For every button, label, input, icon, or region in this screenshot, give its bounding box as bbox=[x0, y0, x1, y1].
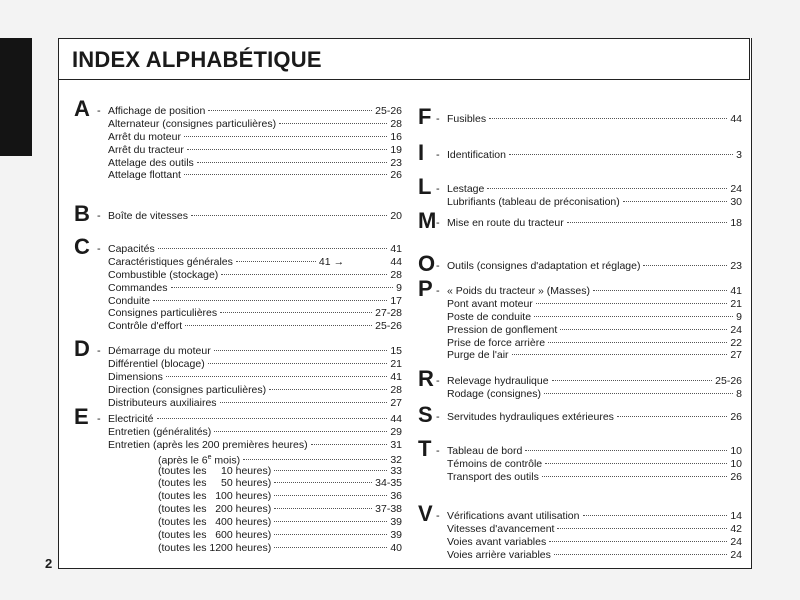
entry-page-number: 26 bbox=[390, 169, 402, 182]
entry-page-number: 26 bbox=[730, 411, 742, 423]
entry-page-number: 14 bbox=[730, 510, 742, 522]
entry-page-number: 17 bbox=[390, 294, 402, 307]
entry-label: Vitesses d'avancement bbox=[447, 522, 555, 535]
entry-page-number: 29 bbox=[390, 425, 402, 438]
index-letter: S bbox=[418, 402, 433, 427]
entry-page-number: 3 bbox=[736, 149, 742, 161]
index-letter: V bbox=[418, 501, 433, 526]
entry-page-number: 21 bbox=[390, 357, 402, 370]
dot-leader bbox=[509, 154, 733, 155]
index-entry bbox=[108, 439, 402, 452]
dot-leader bbox=[158, 248, 388, 249]
index-entry bbox=[108, 210, 402, 223]
index-entry bbox=[108, 384, 402, 397]
entry-label: Commandes bbox=[108, 281, 168, 294]
dot-leader bbox=[545, 463, 727, 464]
index-entry bbox=[108, 144, 402, 157]
index-entry bbox=[108, 413, 402, 426]
entry-label: Rodage (consignes) bbox=[447, 387, 541, 400]
dot-leader bbox=[185, 325, 372, 326]
dot-leader bbox=[567, 222, 728, 223]
dot-leader bbox=[214, 431, 387, 432]
dot-leader bbox=[220, 312, 372, 313]
dot-leader bbox=[512, 354, 728, 355]
letter-dash: - bbox=[97, 345, 101, 357]
dot-leader bbox=[184, 136, 387, 137]
entry-label: Prise de force arrière bbox=[447, 336, 546, 349]
index-entry bbox=[108, 516, 402, 529]
dot-leader bbox=[274, 495, 387, 496]
index-entry bbox=[108, 295, 402, 308]
dot-leader bbox=[552, 380, 713, 381]
entry-label: Attelage flottant bbox=[108, 169, 181, 182]
dot-leader bbox=[208, 363, 388, 364]
entry-page-number: 40 bbox=[390, 541, 402, 554]
index-entry bbox=[108, 490, 402, 503]
dot-leader bbox=[274, 508, 372, 509]
index-entry-list bbox=[447, 510, 742, 562]
index-entry bbox=[108, 131, 402, 144]
index-letter: A bbox=[74, 96, 90, 121]
index-entry-list bbox=[447, 149, 742, 162]
dot-leader bbox=[643, 265, 727, 266]
dot-leader bbox=[554, 554, 727, 555]
index-entry bbox=[447, 411, 742, 424]
letter-dash: - bbox=[436, 375, 440, 387]
entry-label: Pression de gonflement bbox=[447, 323, 558, 336]
entry-label: Distributeurs auxiliaires bbox=[108, 396, 217, 409]
index-letter: E bbox=[74, 404, 89, 429]
dot-leader bbox=[311, 444, 388, 445]
dot-leader bbox=[549, 541, 727, 542]
index-entry-list bbox=[108, 210, 402, 223]
dot-leader bbox=[593, 290, 727, 291]
index-entry bbox=[447, 113, 742, 126]
entry-label: (toutes les 600 heures) bbox=[158, 529, 272, 542]
entry-label: Pont avant moteur bbox=[447, 297, 533, 310]
entry-label: Outils (consignes d'adaptation et réglage) bbox=[447, 260, 641, 272]
entry-page-number: 10 bbox=[730, 457, 742, 470]
entry-label: Arrêt du tracteur bbox=[108, 143, 184, 156]
entry-label: (toutes les 100 heures) bbox=[158, 490, 272, 503]
entry-page-number: 44 bbox=[390, 255, 402, 268]
entry-page-number: 27 bbox=[730, 349, 742, 362]
letter-dash: - bbox=[436, 510, 440, 522]
entry-page-number: 23 bbox=[730, 260, 742, 272]
index-entry bbox=[108, 307, 402, 320]
entry-page-number: 10 bbox=[730, 445, 742, 457]
index-entry-list bbox=[447, 411, 742, 424]
index-letter: I bbox=[418, 140, 425, 165]
index-entry bbox=[108, 269, 402, 282]
dot-leader bbox=[274, 534, 387, 535]
entry-label: Voies avant variables bbox=[447, 535, 547, 548]
index-entry bbox=[447, 349, 742, 362]
letter-dash: - bbox=[436, 149, 440, 161]
entry-page-number: 22 bbox=[730, 336, 742, 349]
index-entry bbox=[447, 337, 742, 350]
index-entry bbox=[108, 397, 402, 410]
dot-leader bbox=[187, 149, 387, 150]
index-letter: F bbox=[418, 104, 432, 129]
entry-label: Arrêt du moteur bbox=[108, 130, 181, 143]
entry-label: « Poids du tracteur » (Masses) bbox=[447, 285, 590, 297]
entry-label: (toutes les 400 heures) bbox=[158, 516, 272, 529]
index-entry bbox=[447, 471, 742, 484]
entry-page-number: 20 bbox=[390, 210, 402, 222]
entry-label: Lubrifiants (tableau de préconisation) bbox=[447, 195, 620, 208]
dot-leader bbox=[153, 300, 387, 301]
index-entry bbox=[447, 311, 742, 324]
dot-leader bbox=[536, 303, 728, 304]
index-entry-list bbox=[447, 183, 742, 209]
letter-dash: - bbox=[97, 413, 101, 425]
letter-dash: - bbox=[436, 285, 440, 297]
dot-leader bbox=[557, 528, 727, 529]
dot-leader bbox=[623, 201, 728, 202]
dot-leader bbox=[166, 376, 387, 377]
index-entry bbox=[108, 503, 402, 516]
dot-leader bbox=[236, 261, 316, 262]
dot-leader bbox=[542, 476, 727, 477]
index-entry-list bbox=[447, 285, 742, 362]
dot-leader bbox=[220, 402, 388, 403]
entry-label: Boîte de vitesses bbox=[108, 210, 188, 222]
arrow-icon: → bbox=[333, 255, 345, 268]
entry-page-number: 21 bbox=[730, 297, 742, 310]
entry-label: Transport des outils bbox=[447, 470, 539, 483]
index-entry bbox=[108, 256, 402, 269]
index-entry bbox=[108, 465, 402, 478]
entry-label: Servitudes hydrauliques extérieures bbox=[447, 411, 614, 423]
letter-dash: - bbox=[436, 260, 440, 272]
entry-label: Démarrage du moteur bbox=[108, 345, 211, 357]
index-letter: T bbox=[418, 436, 432, 461]
index-letter: P bbox=[418, 276, 433, 301]
index-letter: M bbox=[418, 208, 437, 233]
index-entry bbox=[447, 549, 742, 562]
entry-label: Conduite bbox=[108, 294, 151, 307]
entry-page-from: 41 bbox=[318, 255, 331, 268]
letter-dash: - bbox=[97, 210, 101, 222]
entry-label: Purge de l'air bbox=[447, 349, 509, 362]
letter-dash: - bbox=[97, 105, 101, 117]
dot-leader bbox=[274, 482, 372, 483]
dot-leader bbox=[534, 316, 733, 317]
index-entry bbox=[447, 285, 742, 298]
index-entry bbox=[447, 149, 742, 162]
letter-dash: - bbox=[436, 445, 440, 457]
entry-page-number: 36 bbox=[390, 490, 402, 503]
entry-page-number: 39 bbox=[390, 516, 402, 529]
index-entry bbox=[108, 345, 402, 358]
index-letter: L bbox=[418, 174, 432, 199]
dot-leader bbox=[583, 515, 728, 516]
entry-label: Electricité bbox=[108, 413, 154, 425]
entry-page-number: 39 bbox=[390, 529, 402, 542]
entry-page-number: 24 bbox=[730, 548, 742, 561]
dot-leader bbox=[274, 521, 387, 522]
entry-label: Tableau de bord bbox=[447, 445, 523, 457]
index-entry-list bbox=[447, 445, 742, 484]
entry-page-number: 23 bbox=[390, 156, 402, 169]
index-entry bbox=[108, 542, 402, 555]
entry-label: Dimensions bbox=[108, 370, 163, 383]
index-entry bbox=[108, 371, 402, 384]
entry-page-number: 34-35 bbox=[375, 477, 402, 490]
dot-leader bbox=[184, 174, 387, 175]
entry-label: Attelage des outils bbox=[108, 156, 194, 169]
index-entry bbox=[447, 298, 742, 311]
index-entry bbox=[108, 477, 402, 490]
entry-page-number: 42 bbox=[730, 522, 742, 535]
entry-page-number: 9 bbox=[396, 281, 402, 294]
title-box bbox=[58, 38, 750, 80]
entry-page-number: 28 bbox=[390, 383, 402, 396]
index-entry bbox=[108, 118, 402, 131]
dot-leader bbox=[243, 459, 387, 460]
dot-leader bbox=[544, 393, 733, 394]
entry-page-number: 9 bbox=[736, 310, 742, 323]
index-entry bbox=[447, 196, 742, 209]
entry-page-number: 16 bbox=[390, 130, 402, 143]
index-letter: O bbox=[418, 251, 436, 276]
dot-leader bbox=[489, 118, 727, 119]
letter-dash: - bbox=[436, 183, 440, 195]
index-entry bbox=[447, 324, 742, 337]
dot-leader bbox=[221, 274, 387, 275]
index-letter: R bbox=[418, 366, 434, 391]
index-entry bbox=[447, 536, 742, 549]
entry-label: (toutes les 50 heures) bbox=[158, 477, 272, 490]
page-number: 2 bbox=[45, 556, 53, 571]
index-entry-list bbox=[108, 105, 402, 182]
entry-label: Fusibles bbox=[447, 113, 487, 125]
entry-label: Relevage hydraulique bbox=[447, 375, 549, 387]
letter-dash: - bbox=[436, 113, 440, 125]
index-entry bbox=[447, 523, 742, 536]
dot-leader bbox=[274, 547, 387, 548]
entry-page-number: 27-28 bbox=[375, 307, 402, 320]
entry-page-number: 28 bbox=[390, 268, 402, 281]
dot-leader bbox=[214, 350, 388, 351]
index-letter: B bbox=[74, 201, 90, 226]
dot-leader bbox=[191, 215, 387, 216]
entry-page-number: 27 bbox=[390, 396, 402, 409]
dot-leader bbox=[279, 123, 387, 124]
page-title: INDEX ALPHABÉTIQUE bbox=[72, 47, 322, 72]
entry-label: (toutes les 10 heures) bbox=[158, 464, 272, 477]
entry-page-number: 37-38 bbox=[375, 503, 402, 516]
entry-page-number: 30 bbox=[730, 195, 742, 208]
entry-page-number: 32 bbox=[390, 454, 402, 467]
entry-label: (après le 6e mois) bbox=[158, 453, 241, 467]
dot-leader bbox=[617, 416, 727, 417]
dot-leader bbox=[548, 342, 727, 343]
index-entry-list bbox=[447, 217, 742, 230]
entry-label: Contrôle d'effort bbox=[108, 320, 183, 333]
entry-page-number: 41 bbox=[390, 370, 402, 383]
entry-page-number: 18 bbox=[730, 217, 742, 229]
index-entry-list bbox=[447, 375, 742, 401]
index-entry-list bbox=[447, 113, 742, 126]
index-entry bbox=[447, 375, 742, 388]
index-entry-list bbox=[447, 260, 742, 273]
index-entry-list bbox=[108, 345, 402, 409]
entry-page-number: 19 bbox=[390, 143, 402, 156]
index-entry bbox=[447, 217, 742, 230]
index-entry bbox=[447, 458, 742, 471]
dot-leader bbox=[269, 389, 387, 390]
page-edge-tab bbox=[0, 38, 32, 156]
entry-label: Mise en route du tracteur bbox=[447, 217, 564, 229]
dot-leader bbox=[274, 470, 387, 471]
index-entry bbox=[108, 529, 402, 542]
entry-label: Alternateur (consignes particulières) bbox=[108, 117, 277, 130]
dot-leader bbox=[560, 329, 727, 330]
entry-page-number: 26 bbox=[730, 470, 742, 483]
index-entry bbox=[108, 452, 402, 465]
index-entry bbox=[108, 426, 402, 439]
entry-label: Capacités bbox=[108, 243, 155, 255]
index-entry-list bbox=[108, 243, 402, 333]
index-entry bbox=[108, 169, 402, 182]
index-entry bbox=[447, 510, 742, 523]
entry-page-number: 24 bbox=[730, 323, 742, 336]
index-entry bbox=[108, 105, 402, 118]
index-entry bbox=[447, 183, 742, 196]
entry-page-number: 25-26 bbox=[375, 320, 402, 333]
entry-page-number: 24 bbox=[730, 183, 742, 195]
index-entry bbox=[447, 445, 742, 458]
entry-label: Direction (consignes particulières) bbox=[108, 383, 267, 396]
letter-dash: - bbox=[436, 217, 440, 229]
letter-dash: - bbox=[97, 243, 101, 255]
entry-page-number: 41 bbox=[730, 285, 742, 297]
dot-leader bbox=[525, 450, 727, 451]
entry-label: Entretien (après les 200 premières heures) bbox=[108, 438, 308, 451]
entry-page-number: 25-26 bbox=[715, 375, 742, 387]
entry-label: Poste de conduite bbox=[447, 310, 532, 323]
index-entry-list bbox=[108, 413, 402, 555]
letter-dash: - bbox=[436, 411, 440, 423]
dot-leader bbox=[171, 287, 394, 288]
entry-page-number: 31 bbox=[390, 438, 402, 451]
entry-page-number: 15 bbox=[390, 345, 402, 357]
entry-page-number: 28 bbox=[390, 117, 402, 130]
entry-label: Entretien (généralités) bbox=[108, 425, 212, 438]
index-letter: C bbox=[74, 234, 90, 259]
entry-label: Affichage de position bbox=[108, 105, 206, 117]
index-entry bbox=[108, 157, 402, 170]
entry-page-number: 44 bbox=[390, 413, 402, 425]
entry-page-number: 41 bbox=[390, 243, 402, 255]
entry-label: Différentiel (blocage) bbox=[108, 357, 205, 370]
entry-label: Consignes particulières bbox=[108, 307, 218, 320]
entry-label: Vérifications avant utilisation bbox=[447, 510, 580, 522]
entry-label: Voies arrière variables bbox=[447, 548, 551, 561]
dot-leader bbox=[487, 188, 727, 189]
entry-page-number: 44 bbox=[730, 113, 742, 125]
entry-page-number: 25-26 bbox=[375, 105, 402, 117]
entry-page-number: 33 bbox=[390, 464, 402, 477]
index-letter: D bbox=[74, 336, 90, 361]
entry-page-number: 8 bbox=[736, 387, 742, 400]
entry-label: Lestage bbox=[447, 183, 485, 195]
index-entry bbox=[447, 388, 742, 401]
dot-leader bbox=[197, 162, 388, 163]
index-entry bbox=[447, 260, 742, 273]
entry-label: (toutes les 200 heures) bbox=[158, 503, 272, 516]
index-entry bbox=[108, 320, 402, 333]
dot-leader bbox=[208, 110, 372, 111]
entry-page-number: 24 bbox=[730, 535, 742, 548]
index-entry bbox=[108, 358, 402, 371]
entry-label: Témoins de contrôle bbox=[447, 457, 543, 470]
entry-label: Combustible (stockage) bbox=[108, 268, 219, 281]
index-entry bbox=[108, 243, 402, 256]
entry-label: Identification bbox=[447, 149, 506, 161]
entry-label: (toutes les 1200 heures) bbox=[158, 541, 272, 554]
dot-leader bbox=[157, 418, 388, 419]
entry-label: Caractéristiques générales bbox=[108, 255, 233, 268]
index-entry bbox=[108, 282, 402, 295]
